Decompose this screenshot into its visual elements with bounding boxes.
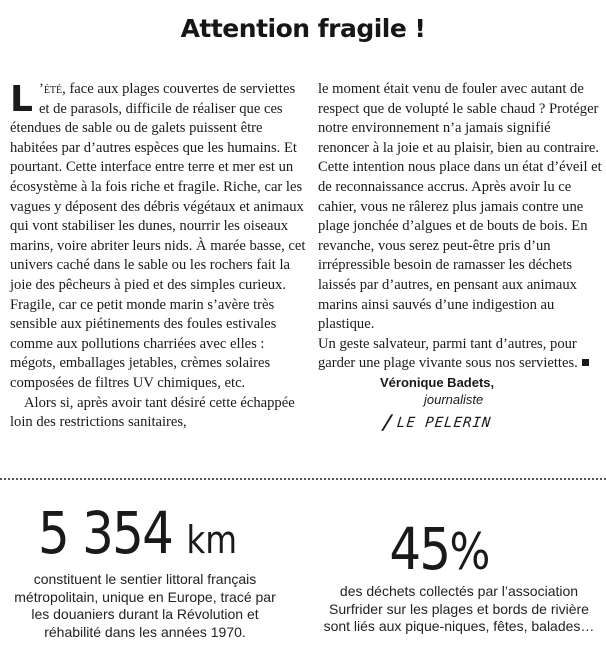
logo-slash-icon: /	[380, 410, 397, 434]
stat-number: 5 354 km	[38, 499, 238, 567]
author-role: journaliste	[424, 392, 484, 407]
paragraph-1: , face aux plages couvertes de serviettes et de parasols, difficile de réaliser que ces étendues de sable ou de galets puissent être habitées par d’autres espèces que les humains. Et pourtant. Cette interface entre terre et mer est un écosystème à la fois riche et fragile. Riche, car les vagues y déposent des débris végétaux et animaux qui vont stabiliser les dunes, nourrir les oiseaux marins, voire abriter leurs nids. À marée basse, cet univers caché dans le sable ou les rochers fait la joie des pêcheurs à pied et des simples curieux. Fragile, car ce petit monde marin s’avère très sensible aux piétinements des foules estivales comme aux pollutions charriées avec elles : mégots, emballages jetables, crèmes solaires composées de filtres UV chimiques, etc.	[10, 81, 306, 391]
end-mark-icon	[582, 359, 589, 366]
article-column-left	[10, 80, 306, 433]
paragraph-4: Un geste salvateur, parmi tant d’autres, pour garder une plage vivante sous nos serviettes.	[318, 335, 578, 372]
lead-word: ’été	[38, 81, 63, 97]
publication-logo	[381, 410, 493, 434]
author-name: Véronique Badets,	[380, 375, 495, 390]
section-divider	[0, 478, 606, 480]
stat-unit: %	[449, 523, 489, 581]
stat-description: des déchets collectés par l’association Surfrider sur les plages et bords de rivière sont liés aux pique-niques, fêtes, balades…	[323, 583, 595, 634]
article-column-right	[318, 80, 603, 374]
stat-waste	[318, 515, 600, 636]
stat-number: 45%	[389, 515, 489, 583]
stat-unit: km	[186, 518, 238, 562]
stat-description: constituent le sentier littoral français métropolitain, unique en Europe, tracé par les douaniers durant la Révolution et réhabilité dans les années 1970.	[14, 571, 276, 640]
dropcap: L	[10, 79, 33, 120]
paragraph-2: Alors si, après avoir tant désiré cette échappée loin des restrictions sanitaires,	[10, 394, 295, 431]
paragraph-3: le moment était venu de fouler avec autant de respect que de volupté le sable chaud ? Protéger notre environnement n’a jamais signifié renoncer à la joie et au plaisir, bien au contraire. Cette intention nous place dans un état d’éveil et de reconnaissance accrus. Après avoir lu ce cahier, vous ne râlerez plus jamais contre une plage jonchée d’algues et de bouts de bois. En revanche, vous serez peut-être pris d’un irrépressible besoin de ramasser les déchets laissés par d’autres, en pensant aux animaux marins ainsi sauvés d’une indigestion au plastique.	[318, 81, 602, 333]
logo-text: LE PELERIN	[396, 415, 493, 431]
signature-block	[380, 374, 580, 408]
article-title: Attention fragile !	[180, 14, 426, 43]
stat-coastline	[10, 499, 280, 641]
